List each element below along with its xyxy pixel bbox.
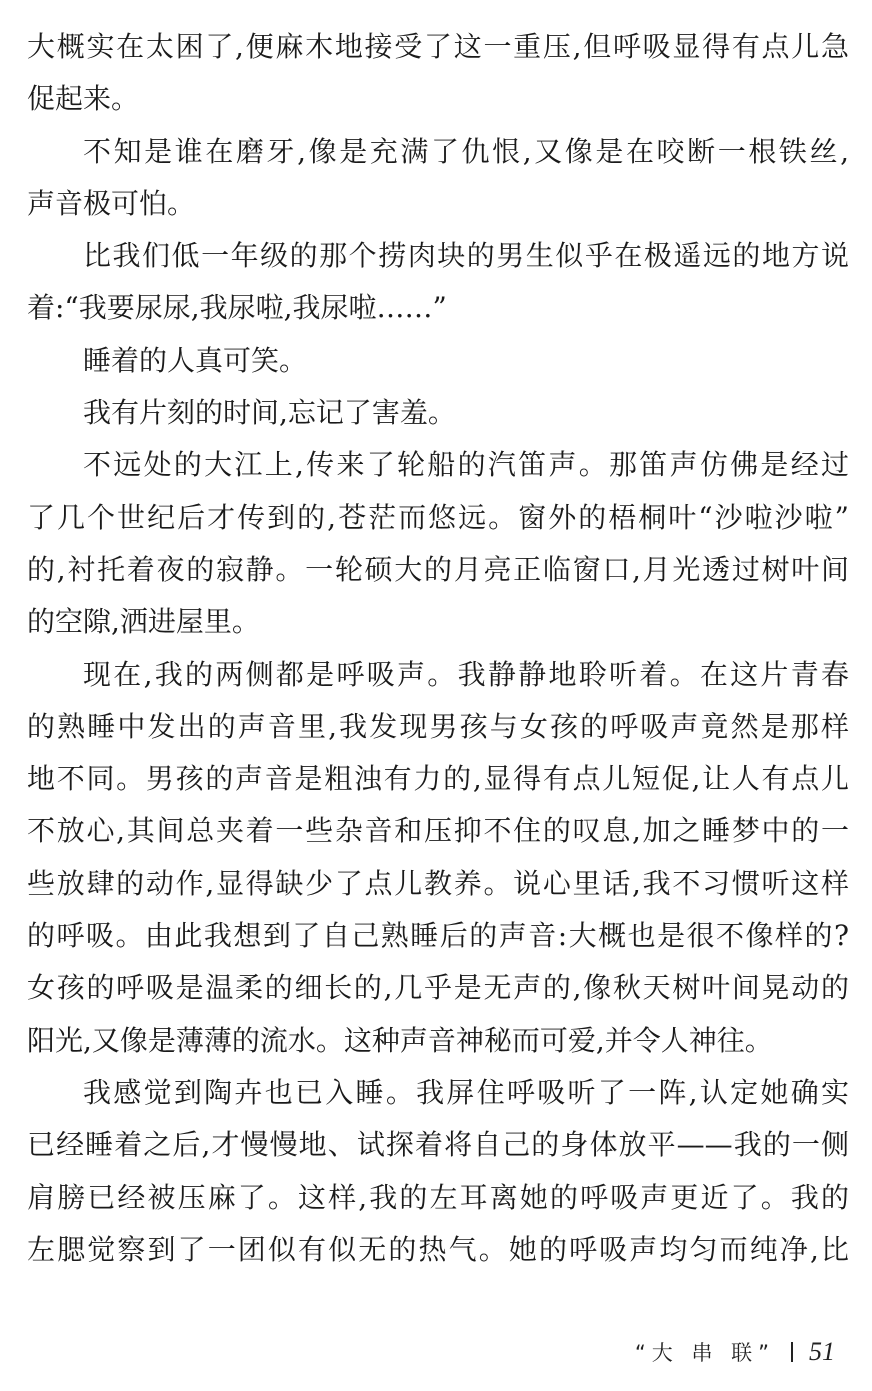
- text-line: 促起来。: [27, 82, 140, 116]
- text-line: 睡着的人真可笑。: [83, 343, 308, 377]
- text-line: 了几个世纪后才传到的,苍茫而悠远。窗外的梧桐叶“沙啦沙啦”: [27, 500, 849, 534]
- running-footer-title: “大 串 联”: [634, 1341, 775, 1365]
- text-line: 的呼吸。由此我想到了自己熟睡后的声音:大概也是很不像样的?: [27, 919, 849, 953]
- text-line: 不知是谁在磨牙,像是充满了仇恨,又像是在咬断一根铁丝,: [83, 134, 849, 168]
- text-line: 不远处的大江上,传来了轮船的汽笛声。那笛声仿佛是经过: [83, 448, 849, 482]
- text-line: 比我们低一年级的那个捞肉块的男生似乎在极遥远的地方说: [83, 239, 849, 273]
- footer-divider: [791, 1342, 793, 1362]
- text-line: 的,衬托着夜的寂静。一轮硕大的月亮正临窗口,月光透过树叶间: [27, 552, 849, 586]
- text-line: 大概实在太困了,便麻木地接受了这一重压,但呼吸显得有点儿急: [27, 30, 849, 63]
- text-line: 声音极可怕。: [27, 186, 196, 220]
- text-line: 的空隙,洒进屋里。: [27, 605, 260, 639]
- text-line: 我感觉到陶卉也已入睡。我屏住呼吸听了一阵,认定她确实: [83, 1075, 849, 1109]
- text-line: 现在,我的两侧都是呼吸声。我静静地聆听着。在这片青春: [83, 657, 849, 691]
- text-line: 肩膀已经被压麻了。这样,我的左耳离她的呼吸声更近了。我的: [27, 1180, 849, 1214]
- text-line: 地不同。男孩的声音是粗浊有力的,显得有点儿短促,让人有点儿: [27, 762, 849, 796]
- body-text: [27, 21, 849, 1276]
- text-line: 的熟睡中发出的声音里,我发现男孩与女孩的呼吸声竟然是那样: [27, 709, 849, 743]
- page-number: 51: [809, 1337, 835, 1366]
- text-line: 不放心,其间总夹着一些杂音和压抑不住的叹息,加之睡梦中的一: [27, 814, 849, 848]
- text-line: 左腮觉察到了一团似有似无的热气。她的呼吸声均匀而纯净,比: [27, 1232, 849, 1266]
- text-line: 已经睡着之后,才慢慢地、试探着将自己的身体放平——我的一侧: [27, 1128, 849, 1162]
- text-line: 女孩的呼吸是温柔的细长的,几乎是无声的,像秋天树叶间晃动的: [27, 971, 849, 1005]
- text-line: 些放肆的动作,显得缺少了点儿教养。说心里话,我不习惯听这样: [27, 866, 849, 900]
- text-line: 我有片刻的时间,忘记了害羞。: [83, 396, 456, 430]
- text-line: 着:“我要尿尿,我尿啦,我尿啦……”: [27, 291, 447, 325]
- page-footer: [635, 1337, 835, 1367]
- text-line: 阳光,又像是薄薄的流水。这种声音神秘而可爱,并令人神往。: [27, 1023, 773, 1057]
